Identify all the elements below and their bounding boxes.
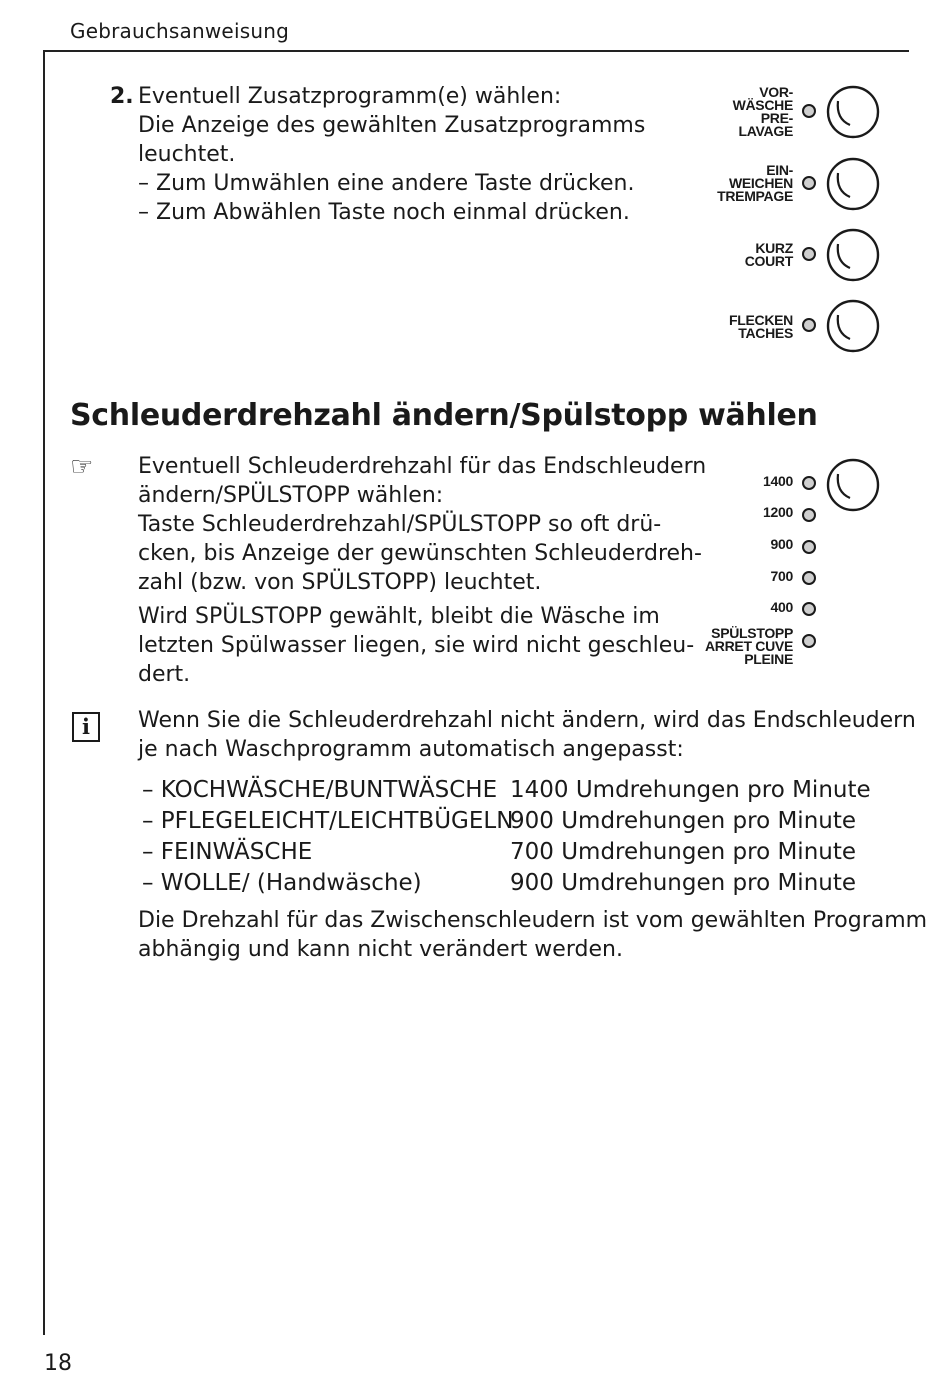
spin-700-led [802, 571, 816, 585]
spin-speed-value: 700 Umdrehungen pro Minute [510, 839, 857, 865]
spin-instruction-paragraph: Eventuell Schleuderdrehzahl für das Endschleudern ändern/SPÜLSTOPP wählen: Taste Schleuderdrehzahl/SPÜLSTOPP so oft drü- cken, bis Anzeige der gewünschten Schleuderdreh- zahl (bzw. von SPÜLSTOPP) leuchtet. [138, 454, 707, 595]
step-line: – Zum Umwählen eine andere Taste drücken. [138, 171, 635, 196]
program-name: – KOCHWÄSCHE/BUNTWÄSCHE [142, 777, 498, 803]
spin-400-led [802, 602, 816, 616]
section-heading: Schleuderdrehzahl ändern/Spülstopp wählen [70, 398, 818, 433]
spin-1400-led [802, 476, 816, 490]
step-line: Die Anzeige des gewählten Zusatzprogramms [138, 113, 646, 138]
prewash-button[interactable] [826, 85, 880, 139]
program-name: – PFLEGELEICHT/LEICHTBÜGELN [142, 808, 514, 834]
soak-indicator-led [802, 176, 816, 190]
intermediate-spin-paragraph: Die Drehzahl für das Zwischenschleudern ist vom gewählten Programm abhängig und kann nicht verändert werden. [138, 908, 928, 962]
stains-label: FLECKEN TACHES [728, 312, 793, 341]
table-row [142, 806, 871, 837]
spin-label-900: 900 [770, 536, 793, 552]
spin-900-led [802, 540, 816, 554]
spin-speed-table [142, 775, 871, 899]
table-row [142, 868, 871, 899]
page-number: 18 [44, 1351, 72, 1376]
step-line: Eventuell Zusatzprogramm(e) wählen: [138, 84, 562, 109]
spin-1200-led [802, 508, 816, 522]
short-button[interactable] [826, 228, 880, 282]
table-row [142, 775, 871, 806]
spin-label-700: 700 [770, 568, 793, 584]
document-header: Gebrauchsanweisung [70, 19, 289, 43]
rinse-stop-led [802, 634, 816, 648]
short-indicator-led [802, 247, 816, 261]
prewash-indicator-led [802, 104, 816, 118]
spin-label-1200: 1200 [763, 504, 793, 520]
spin-label-rinse-stop: SPÜLSTOPP ARRET CUVE PLEINE [704, 625, 793, 667]
table-row [142, 837, 871, 868]
prewash-label: VOR- WÄSCHE PRE- LAVAGE [732, 84, 793, 139]
spin-speed-value: 900 Umdrehungen pro Minute [510, 870, 857, 896]
spin-label-1400: 1400 [763, 473, 793, 489]
step-number: 2. [110, 84, 134, 109]
soak-button[interactable] [826, 157, 880, 211]
info-icon: i [72, 712, 100, 742]
short-label: KURZ COURT [744, 240, 793, 269]
stains-button[interactable] [826, 299, 880, 353]
rinse-stop-paragraph: Wird SPÜLSTOPP gewählt, bleibt die Wäsche im letzten Spülwasser liegen, sie wird nicht geschleu- dert. [138, 604, 695, 687]
header-rule [44, 50, 909, 52]
automatic-spin-paragraph: Wenn Sie die Schleuderdrehzahl nicht ändern, wird das Endschleudern je nach Waschprogramm automatisch angepasst: [138, 708, 916, 762]
pointing-hand-icon: ☞ [70, 452, 94, 482]
stains-indicator-led [802, 318, 816, 332]
spin-speed-value: 900 Umdrehungen pro Minute [510, 808, 857, 834]
step-line: leuchtet. [138, 142, 236, 167]
step-line: – Zum Abwählen Taste noch einmal drücken. [138, 200, 630, 225]
step-2-text [138, 82, 658, 227]
spin-label-400: 400 [770, 599, 793, 615]
margin-rule [43, 50, 45, 1335]
program-name: – WOLLE/ (Handwäsche) [142, 870, 422, 896]
program-name: – FEINWÄSCHE [142, 839, 313, 865]
soak-label: EIN- WEICHEN TREMPAGE [717, 162, 793, 204]
spin-speed-value: 1400 Umdrehungen pro Minute [510, 777, 871, 803]
spin-speed-button[interactable] [826, 458, 880, 512]
